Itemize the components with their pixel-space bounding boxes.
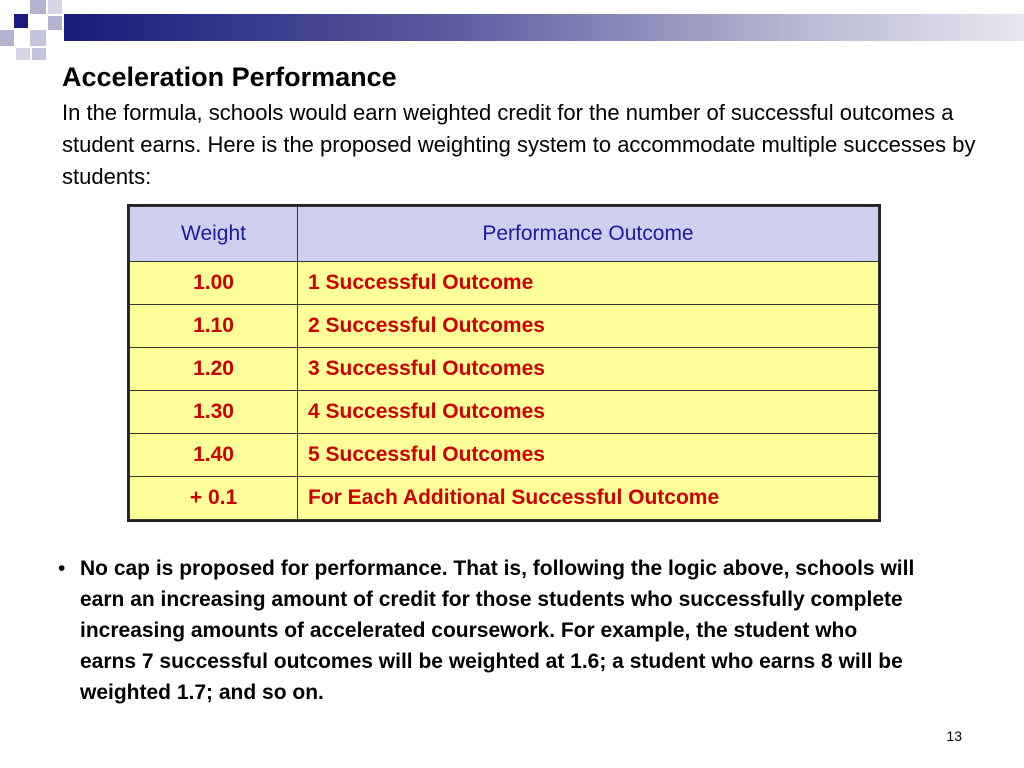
table-header-row [130, 207, 879, 262]
intro-paragraph: In the formula, schools would earn weighted credit for the number of successful outcomes a student earns. Here is the proposed weighting system to accommodate multiple successes by students: [62, 100, 976, 189]
decorative-square-light [16, 48, 30, 60]
page-number: 13 [946, 728, 962, 744]
outcome-cell: 3 Successful Outcomes [298, 348, 879, 391]
table-row [130, 434, 879, 477]
decorative-square-light [32, 48, 46, 60]
column-header-weight: Weight [130, 207, 298, 262]
column-header-performance-outcome: Performance Outcome [298, 207, 879, 262]
table-row [130, 391, 879, 434]
decorative-title-bar [64, 14, 1024, 41]
outcome-cell: 2 Successful Outcomes [298, 305, 879, 348]
weight-cell: 1.30 [130, 391, 298, 434]
table-row [130, 305, 879, 348]
decorative-square-light [48, 16, 62, 30]
weight-cell: 1.40 [130, 434, 298, 477]
table-row [130, 477, 879, 520]
decorative-square-light [48, 0, 62, 14]
outcome-cell: For Each Additional Successful Outcome [298, 477, 879, 520]
weight-cell: 1.10 [130, 305, 298, 348]
decorative-square-light [30, 0, 46, 14]
table-row [130, 348, 879, 391]
slide-title: Acceleration Performance [62, 62, 397, 92]
weight-cell: 1.00 [130, 262, 298, 305]
outcome-cell: 4 Successful Outcomes [298, 391, 879, 434]
decorative-square-light [0, 30, 14, 46]
weighting-table [129, 206, 879, 520]
decorative-square-light [30, 30, 46, 46]
weight-cell: 1.20 [130, 348, 298, 391]
weight-cell: + 0.1 [130, 477, 298, 520]
table-row [130, 262, 879, 305]
outcome-cell: 1 Successful Outcome [298, 262, 879, 305]
bullet-text: No cap is proposed for performance. That is, following the logic above, schools will earn an increasing amount of credit for those students who successfully complete increasing amounts of accelerated coursework. For example, the student who earns 7 successful outcomes will be weighted at 1.6; a student who earns 8 will be weighted 1.7; and so on. [80, 557, 915, 704]
decorative-square-dark [14, 14, 28, 28]
bullet-item [58, 553, 918, 708]
weighting-table-frame [127, 204, 881, 522]
outcome-cell: 5 Successful Outcomes [298, 434, 879, 477]
bullet-marker: • [58, 557, 66, 580]
